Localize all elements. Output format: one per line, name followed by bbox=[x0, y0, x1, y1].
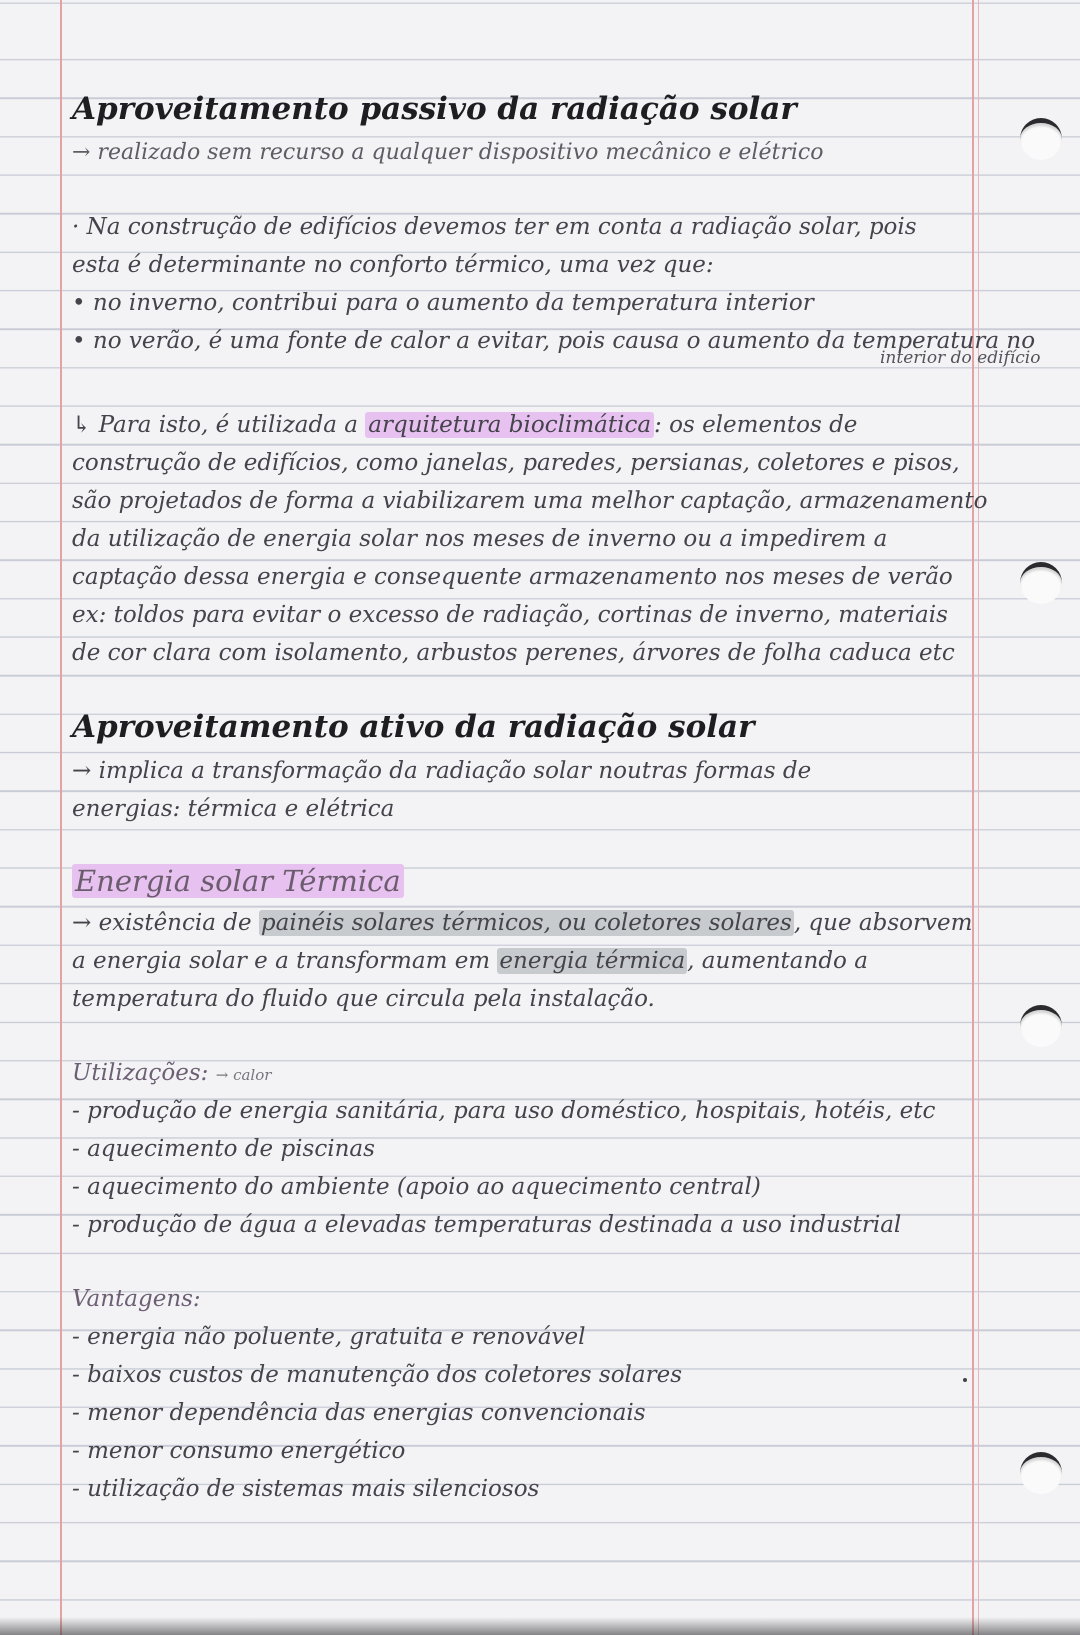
bioclimatic-line bbox=[72, 410, 992, 440]
passive-bullet-winter: • no inverno, contribui para o aumento da temperatura interior bbox=[72, 290, 814, 316]
passive-bullet-summer-continuation: interior do edifício bbox=[880, 348, 1041, 368]
list-item: - aquecimento de piscinas bbox=[72, 1136, 375, 1162]
uses-title: Utilizações: bbox=[72, 1060, 209, 1086]
thermal-line bbox=[72, 946, 992, 976]
list-item: - baixos custos de manutenção dos coletores solares bbox=[72, 1362, 683, 1388]
binder-hole-icon bbox=[1020, 118, 1062, 160]
list-item: - menor dependência das energias convencionais bbox=[72, 1400, 646, 1426]
list-item: - produção de energia sanitária, para uso doméstico, hospitais, hotéis, etc bbox=[72, 1098, 936, 1124]
thermal-line bbox=[72, 908, 992, 938]
highlight-thermal-energy: energia térmica bbox=[499, 948, 686, 974]
passive-bullet-summer: • no verão, é uma fonte de calor a evitar, pois causa o aumento da temperatura no bbox=[72, 328, 1036, 354]
uses-title-line bbox=[72, 1058, 992, 1090]
passive-title: Aproveitamento passivo da radiação solar bbox=[72, 91, 797, 127]
bioclimatic-text: ↳ Para isto, é utilizada a bbox=[72, 412, 366, 438]
thermal-title-text: Energia solar Térmica bbox=[72, 864, 404, 898]
bioclimatic-line: construção de edifícios, como janelas, paredes, persianas, coletores e pisos, bbox=[72, 450, 960, 476]
binder-hole-icon bbox=[1020, 1005, 1062, 1047]
thermal-text-end: , que absorvem bbox=[793, 910, 973, 936]
thermal-text-end: , aumentando a bbox=[687, 948, 868, 974]
page-bottom-shadow bbox=[0, 1617, 1080, 1635]
thermal-title bbox=[72, 866, 992, 896]
list-item: - menor consumo energético bbox=[72, 1438, 406, 1464]
passive-subtitle: → realizado sem recurso a qualquer dispositivo mecânico e elétrico bbox=[72, 140, 824, 165]
thermal-text: → existência de bbox=[72, 910, 259, 936]
binder-hole-icon bbox=[1020, 562, 1062, 604]
left-margin-line bbox=[60, 0, 62, 1635]
list-item: - energia não poluente, gratuita e renovável bbox=[72, 1324, 586, 1350]
list-item: - produção de água a elevadas temperaturas destinada a uso industrial bbox=[72, 1212, 902, 1238]
thermal-text: a energia solar e a transformam em bbox=[72, 948, 498, 974]
bioclimatic-line: da utilização de energia solar nos meses de inverno ou a impedirem a bbox=[72, 526, 888, 552]
passive-paragraph-line: · Na construção de edifícios devemos ter em conta a radiação solar, pois bbox=[72, 214, 917, 240]
thermal-line: temperatura do fluido que circula pela instalação. bbox=[72, 986, 655, 1012]
bioclimatic-text-end: : os elementos de bbox=[654, 412, 858, 438]
binder-hole-icon bbox=[1020, 1452, 1062, 1494]
active-line: energias: térmica e elétrica bbox=[72, 796, 395, 822]
list-item: - utilização de sistemas mais silenciosos bbox=[72, 1476, 540, 1502]
advantages-title: Vantagens: bbox=[72, 1286, 201, 1312]
highlight-solar-panels: painéis solares térmicos, ou coletores solares bbox=[260, 910, 792, 936]
passive-paragraph-line: esta é determinante no conforto térmico, uma vez que: bbox=[72, 252, 714, 278]
bioclimatic-example-line: ex: toldos para evitar o excesso de radiação, cortinas de inverno, materiais bbox=[72, 602, 948, 628]
bioclimatic-line: captação dessa energia e consequente armazenamento nos meses de verão bbox=[72, 564, 953, 590]
active-title: Aproveitamento ativo da radiação solar bbox=[72, 709, 755, 745]
highlight-bioclimatic: arquitetura bioclimática bbox=[365, 412, 654, 438]
uses-note: → calor bbox=[215, 1066, 272, 1084]
bioclimatic-line: são projetados de forma a viabilizarem uma melhor captação, armazenamento bbox=[72, 488, 988, 514]
active-line: → implica a transformação da radiação solar noutras formas de bbox=[72, 758, 812, 784]
pen-dot-mark bbox=[963, 1378, 967, 1382]
bioclimatic-example-line: de cor clara com isolamento, arbustos perenes, árvores de folha caduca etc bbox=[72, 640, 955, 666]
list-item: - aquecimento do ambiente (apoio ao aquecimento central) bbox=[72, 1174, 761, 1200]
